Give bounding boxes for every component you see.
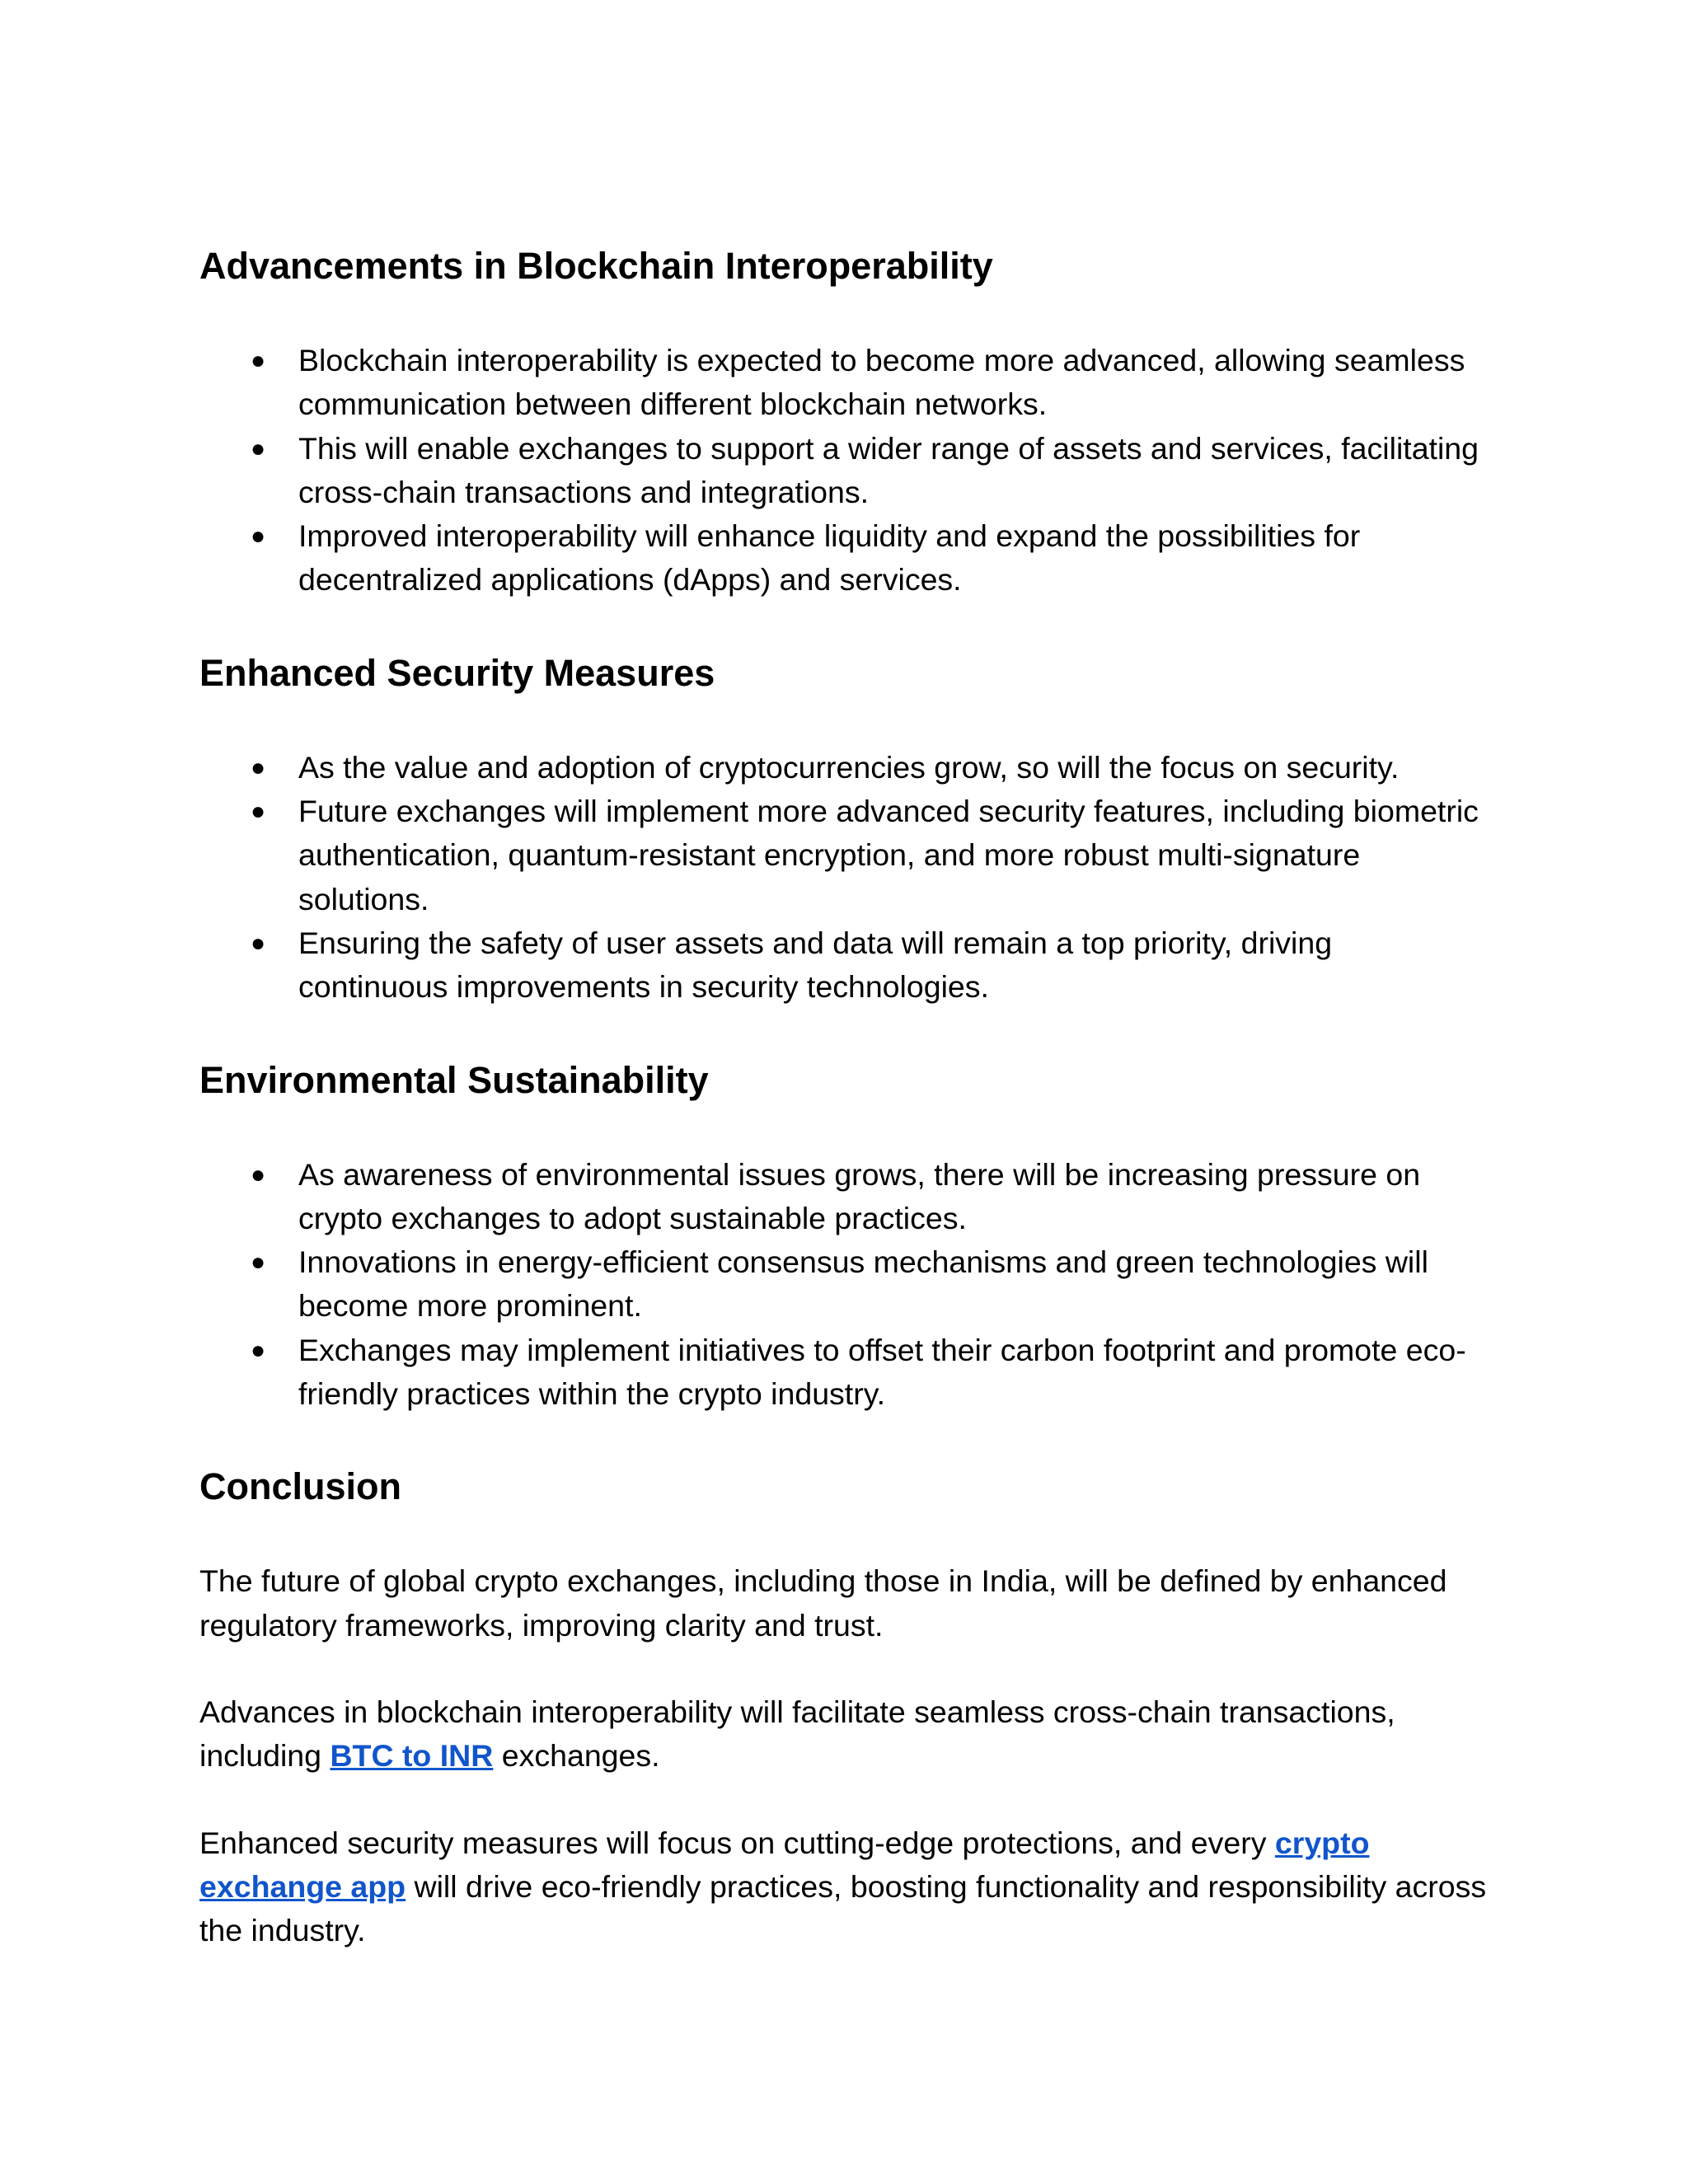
list-item (199, 1240, 1485, 1329)
conclusion-paragraph-2: Advances in blockchain interoperability will facilitate seamless cross-chain transactions, including BTC to INR exchanges. (199, 1694, 1395, 1774)
btc-to-inr-link[interactable]: BTC to INR (330, 1738, 494, 1774)
document-page (199, 244, 1493, 1995)
crypto-exchange-app-link[interactable]: crypto exchange app (199, 1825, 1370, 1904)
bullet-icon: ● (251, 753, 266, 781)
bullet-icon: ● (251, 1336, 266, 1364)
list-item (199, 427, 1485, 515)
list-item (199, 746, 1485, 790)
conclusion-paragraph-1: The future of global crypto exchanges, including those in India, will be defined by enhanced regulatory frameworks, improving clarity and trust. (199, 1563, 1447, 1643)
list-item-text: Innovations in energy-efficient consensus mechanisms and green technologies will become more prominent. (298, 1244, 1428, 1324)
bullet-list (199, 339, 1493, 602)
conclusion-paragraph-3: Enhanced security measures will focus on cutting-edge protections, and every crypto exchange app will drive eco-friendly practices, boosting functionality and responsibility across the industry. (199, 1825, 1487, 1948)
list-item (199, 790, 1485, 921)
list-item-text: Future exchanges will implement more advanced security features, including biometric authentication, quantum-resistant encryption, and more robust multi-signature solutions. (298, 794, 1479, 916)
list-item (199, 1329, 1485, 1417)
list-item (199, 921, 1485, 1010)
bullet-list (199, 1153, 1493, 1417)
list-item-text: This will enable exchanges to support a wider range of assets and services, facilitating cross-chain transactions and integrations. (298, 430, 1479, 509)
bullet-icon: ● (251, 1249, 266, 1277)
section-heading: Conclusion (199, 1465, 401, 1508)
list-item (199, 339, 1485, 427)
bullet-icon: ● (251, 798, 266, 826)
section-security (199, 651, 1493, 1010)
list-item-text: Exchanges may implement initiatives to offset their carbon footprint and promote eco-friendly practices within the crypto industry. (298, 1332, 1466, 1412)
bullet-icon: ● (251, 434, 266, 462)
list-item-text: Improved interoperability will enhance liquidity and expand the possibilities for decentralized applications (dApps) and services. (298, 518, 1361, 598)
section-heading: Enhanced Security Measures (199, 651, 715, 694)
bullet-icon: ● (251, 347, 266, 374)
section-heading: Advancements in Blockchain Interoperability (199, 245, 993, 287)
bullet-list (199, 746, 1493, 1010)
list-item-text: Blockchain interoperability is expected to become more advanced, allowing seamless communication between different blockchain networks. (298, 343, 1465, 422)
section-heading: Environmental Sustainability (199, 1058, 709, 1101)
list-item-text: As the value and adoption of cryptocurrencies grow, so will the focus on security. (298, 749, 1400, 785)
section-interoperability (199, 244, 1493, 602)
bullet-icon: ● (251, 929, 266, 957)
list-item-text: As awareness of environmental issues grows, there will be increasing pressure on crypto exchanges to adopt sustainable practices. (298, 1156, 1421, 1235)
bullet-icon: ● (251, 523, 266, 551)
section-sustainability (199, 1058, 1493, 1417)
bullet-icon: ● (251, 1160, 266, 1188)
list-item-text: Ensuring the safety of user assets and data will remain a top priority, driving continuous improvements in security technologies. (298, 925, 1333, 1005)
list-item (199, 514, 1485, 602)
list-item (199, 1153, 1485, 1241)
section-conclusion (199, 1465, 1493, 1952)
